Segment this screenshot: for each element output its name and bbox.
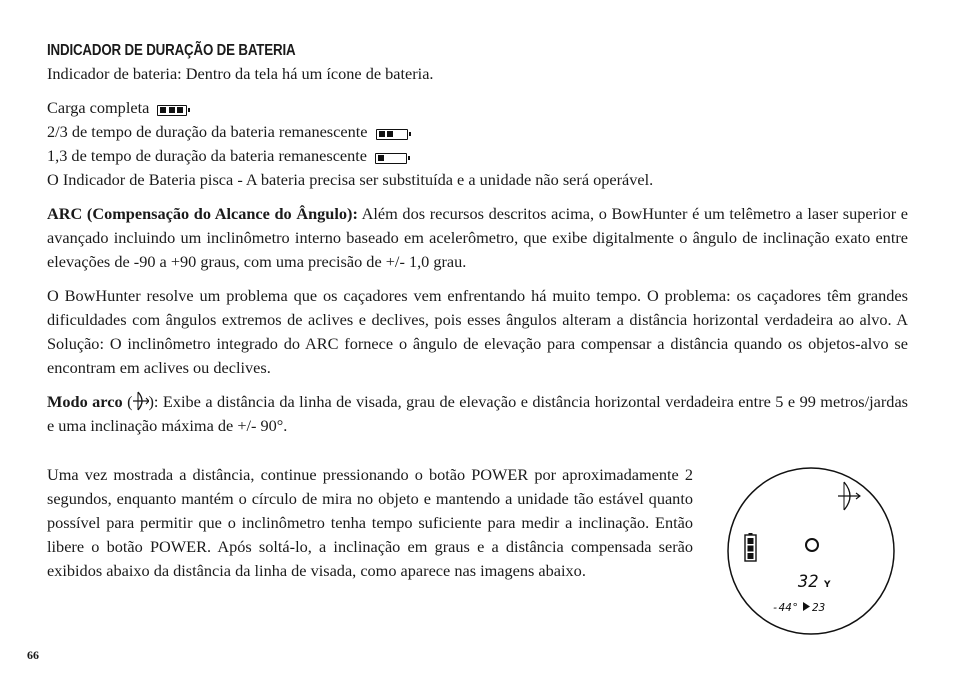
bow-mode-text: ): Exibe a distância da linha de visada, grau de elevação e distância horizontal verdadeira entre 5 e 99 metros/jardas e uma inclinação máxima de +/- 90°. <box>47 392 909 435</box>
bow-mode-icon <box>133 391 149 411</box>
battery-level-label: 1,3 de tempo de duração da bateria remanescente <box>47 146 368 165</box>
battery-level-label: 2/3 de tempo de duração da bateria remanescente <box>47 122 368 141</box>
lower-paragraph: Uma vez mostrada a distância, continue pressionando o botão POWER por aproximadamente 2 segundos, enquanto mantém o círculo de mira no objeto e mantendo a unidade tão estável quanto possível para permitir que o inclinômetro tenha tempo suficiente para medir a inclinação. Então libere o botão POWER. Após soltá-lo, a inclinação em graus e a distância compensada serão exibidos abaixo da distância da linha de visada, como aparece nas imagens abaixo. <box>47 465 693 580</box>
arc-text: Além dos recursos descritos acima, o BowHunter é um telêmetro a laser superior e avançado incluindo um inclinômetro interno baseado em acelerômetro, que exibe digitalmente o ângulo de inclinação exato entre elevações de -90 a +90 graus, com uma precisão de +/- 1,0 grau. <box>47 204 909 271</box>
battery-full-icon <box>157 105 187 116</box>
bow-mode-open-paren: ( <box>122 392 133 411</box>
battery-level-full <box>47 96 908 120</box>
spacer <box>47 192 908 202</box>
lower-text-block <box>47 463 693 583</box>
battery-blink-note: O Indicador de Bateria pisca - A bateria precisa ser substituída e a unidade não será operável. <box>47 170 654 189</box>
spacer <box>47 274 908 284</box>
page-number: 66 <box>27 648 39 662</box>
battery-intro: Indicador de bateria: Dentro da tela há um ícone de bateria. <box>47 64 434 83</box>
bow-mode-paragraph <box>47 390 908 438</box>
battery-level-one-third <box>47 144 908 168</box>
scope-display-illustration <box>726 466 896 636</box>
problem-paragraph: O BowHunter resolve um problema que os caçadores vem enfrentando há muito tempo. O problema: os caçadores têm grandes dificuldades com ângulos extremos de aclives e declives, pois esses ângulos alteram a distância horizontal verdadeira ao alvo. A Solução: O inclinômetro integrado do ARC fornece o ângulo de elevação para compensar a distância quando os objetos-alvo se encontram em aclives ou declives. <box>47 286 908 377</box>
battery-level-label: Carga completa <box>47 98 150 117</box>
battery-level-two-thirds <box>47 120 908 144</box>
scope-angle: -44° <box>772 601 799 614</box>
section-heading: INDICADOR DE DURAÇÃO DE BATERIA <box>47 42 296 59</box>
arc-paragraph <box>47 202 908 274</box>
page-content <box>47 40 908 438</box>
arc-label: ARC (Compensação do Alcance do Ângulo): <box>47 204 358 223</box>
scope-compensated-distance: 23 <box>812 601 826 614</box>
spacer <box>47 86 908 96</box>
scope-unit: Y <box>824 580 831 590</box>
scope-distance: 32 <box>798 572 819 592</box>
battery-two-thirds-icon <box>376 129 408 140</box>
spacer <box>47 380 908 390</box>
battery-one-third-icon <box>375 153 407 164</box>
bow-mode-label: Modo arco <box>47 392 123 411</box>
